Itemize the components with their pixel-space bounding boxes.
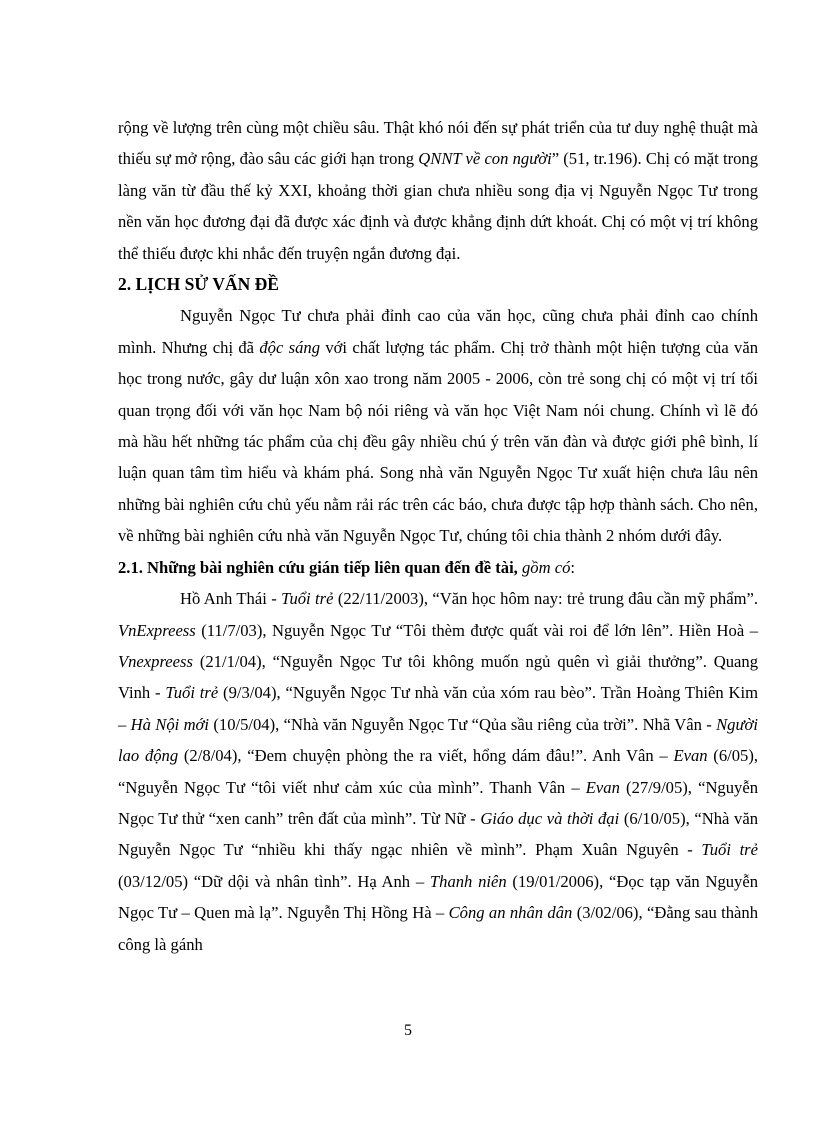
ref-source: Tuổi trẻ <box>281 589 334 609</box>
ref-text: (3/02/06), “Đằng sau thành công là gánh <box>118 903 758 954</box>
ref-text: (11/7/03), Nguyễn Ngọc Tư “Tôi thèm được quất vài roi để lớn lên”. Hiền Hoà – <box>195 620 758 640</box>
ref-text: (27/9/05), “Nguyễn Ngọc Tư thử “xen canh” trên đất của mình”. Từ Nữ - <box>118 777 758 828</box>
intro-text-2: ” (51, tr.196). Chị có mặt trong làng văn từ đầu thế kỷ XXI, khoảng thời gian chưa nhiều song địa vị Nguyễn Ngọc Tư trong nền văn học đương đại đã được xác định và được khẳng định dứt khoát. Chị có một vị trí không thể thiếu được khi nhắc đến truyện ngắn đương đại. <box>118 149 758 263</box>
ref-source: Tuổi trẻ <box>701 840 759 860</box>
section-2-italic-1: độc sáng <box>259 337 321 357</box>
ref-source: Evan <box>585 777 620 797</box>
ref-text: (19/01/2006), “Đọc tạp văn Nguyễn Ngọc Tư – Quen mà lạ”. Nguyễn Thị Hồng Hà – <box>118 871 758 923</box>
ref-text: (10/5/04), “Nhà văn Nguyễn Ngọc Tư “Qủa sầu riêng của trời”. Nhã Vân - <box>209 714 717 734</box>
ref-text: (03/12/05) “Dữ dội và nhân tình”. Hạ Anh – <box>118 871 430 891</box>
section-2-1-heading <box>118 552 758 583</box>
ref-source: VnExpreess <box>118 620 196 640</box>
intro-text-1: rộng về lượng trên cùng một chiều sâu. Thật khó nói đến sự phát triển của tư duy nghệ thuật mà thiếu sự mở rộng, đào sâu các giới hạn trong <box>118 118 758 169</box>
ref-text: (21/1/04), “Nguyễn Ngọc Tư tôi không muốn ngủ quên vì giải thưởng”. Quang Vinh - <box>118 651 758 703</box>
ref-source: Hà Nội mới <box>130 714 210 734</box>
ref-text: (6/10/05), “Nhà văn Nguyễn Ngọc Tư “nhiều khi thấy ngạc nhiên về mình”. Phạm Xuân Nguyên - <box>118 808 758 860</box>
ref-source: Thanh niên <box>429 871 507 891</box>
page-number: 5 <box>404 1022 412 1039</box>
intro-paragraph <box>118 112 758 269</box>
ref-source: Công an nhân dân <box>448 903 573 923</box>
ref-text: Hồ Anh Thái - <box>180 589 282 609</box>
section-2-heading: 2. LỊCH SỬ VẤN ĐỀ <box>118 274 279 295</box>
ref-text: (2/8/04), “Đem chuyện phòng the ra viết, hổng dám đâu!”. Anh Vân – <box>178 746 674 766</box>
section-2-1-heading-colon: : <box>570 557 575 577</box>
ref-source: Tuổi trẻ <box>165 683 219 703</box>
ref-text: (22/11/2003), “Văn học hôm nay: trẻ trung đâu cần mỹ phẩm”. <box>333 589 759 609</box>
section-2-text-2: với chất lượng tác phẩm. Chị trở thành một hiện tượng của văn học trong nước, gây dư luận xôn xao trong năm 2005 - 2006, còn trẻ song chị có một vị trí tối quan trọng đối với văn học Nam bộ nói riêng và văn học Việt Nam nói chung. Chính vì lẽ đó mà hầu hết những tác phẩm của chị đều gây nhiều chú ý trên văn đàn và được giới phê bình, lí luận quan tâm tìm hiểu và khám phá. Song nhà văn Nguyễn Ngọc Tư xuất hiện chưa lâu nên những bài nghiên cứu chủ yếu nằm rải rác trên các báo, chưa được tập hợp thành sách. Cho nên, về những bài nghiên cứu nhà văn Nguyễn Ngọc Tư, chúng tôi chia thành 2 nhóm dưới đây. <box>118 337 758 546</box>
ref-text: (9/3/04), “Nguyễn Ngọc Tư nhà văn của xóm rau bèo”. Trần Hoàng Thiên Kim – <box>118 683 758 734</box>
section-2-1-heading-text: 2.1. Những bài nghiên cứu gián tiếp liên quan đến đề tài, <box>118 557 522 577</box>
ref-source: Người lao động <box>118 714 758 766</box>
section-2-text-1: Nguyễn Ngọc Tư chưa phải đỉnh cao của văn học, cũng chưa phải đỉnh cao chính mình. Nhưng chị đã <box>118 306 758 357</box>
section-2-1-paragraph <box>118 583 758 960</box>
ref-source: Vnexpreess <box>118 651 193 671</box>
ref-text: (6/05), “Nguyễn Ngọc Tư “tôi viết như cảm xúc của mình”. Thanh Vân – <box>118 746 758 797</box>
ref-source: Evan <box>673 746 708 766</box>
section-2-1-heading-tail: gồm có <box>521 557 571 577</box>
ref-source: Giáo dục và thời đại <box>480 808 620 828</box>
intro-italic-1: QNNT về con người <box>418 149 552 169</box>
section-2-paragraph <box>118 300 758 551</box>
document-page <box>118 112 758 960</box>
